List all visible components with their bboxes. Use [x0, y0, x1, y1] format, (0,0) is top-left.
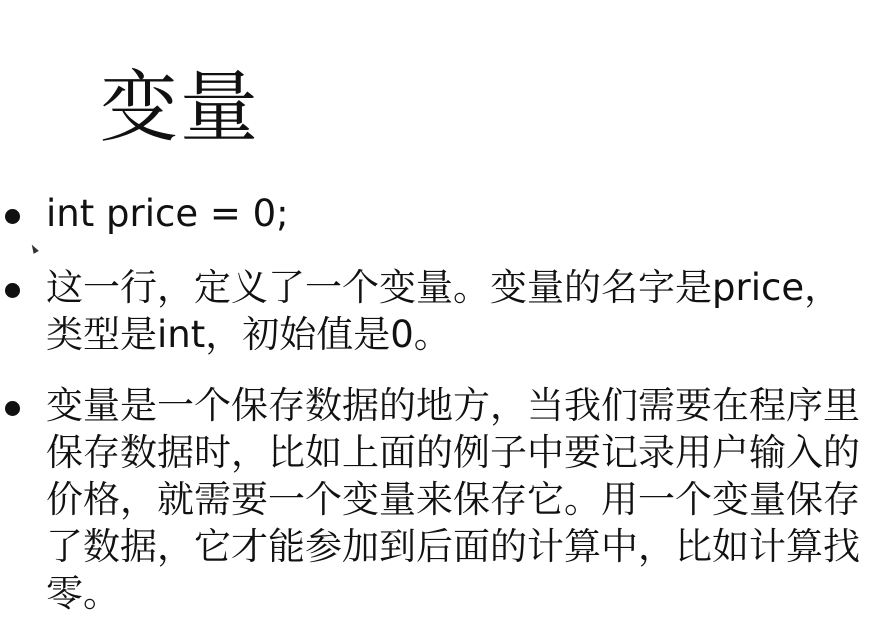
bullet-text-definition: 这一行，定义了一个变量。变量的名字是price，类型是int，初始值是0。 [46, 266, 842, 356]
slide-title: 变量 [100, 63, 261, 154]
mouse-cursor-icon [29, 243, 39, 254]
bullet-text-code: int price = 0; [46, 192, 289, 235]
bullet-dot-icon [5, 283, 20, 298]
bullet-text-explanation: 变量是一个保存数据的地方，当我们需要在程序里保存数据时，比如上面的例子中要记录用户输入的价格，就需要一个变量来保存它。用一个变量保存了数据，它才能参加到后面的计算中，比如计算找零。 [46, 384, 860, 615]
bullet-dot-icon [5, 401, 20, 416]
bullet-dot-icon [5, 209, 20, 224]
